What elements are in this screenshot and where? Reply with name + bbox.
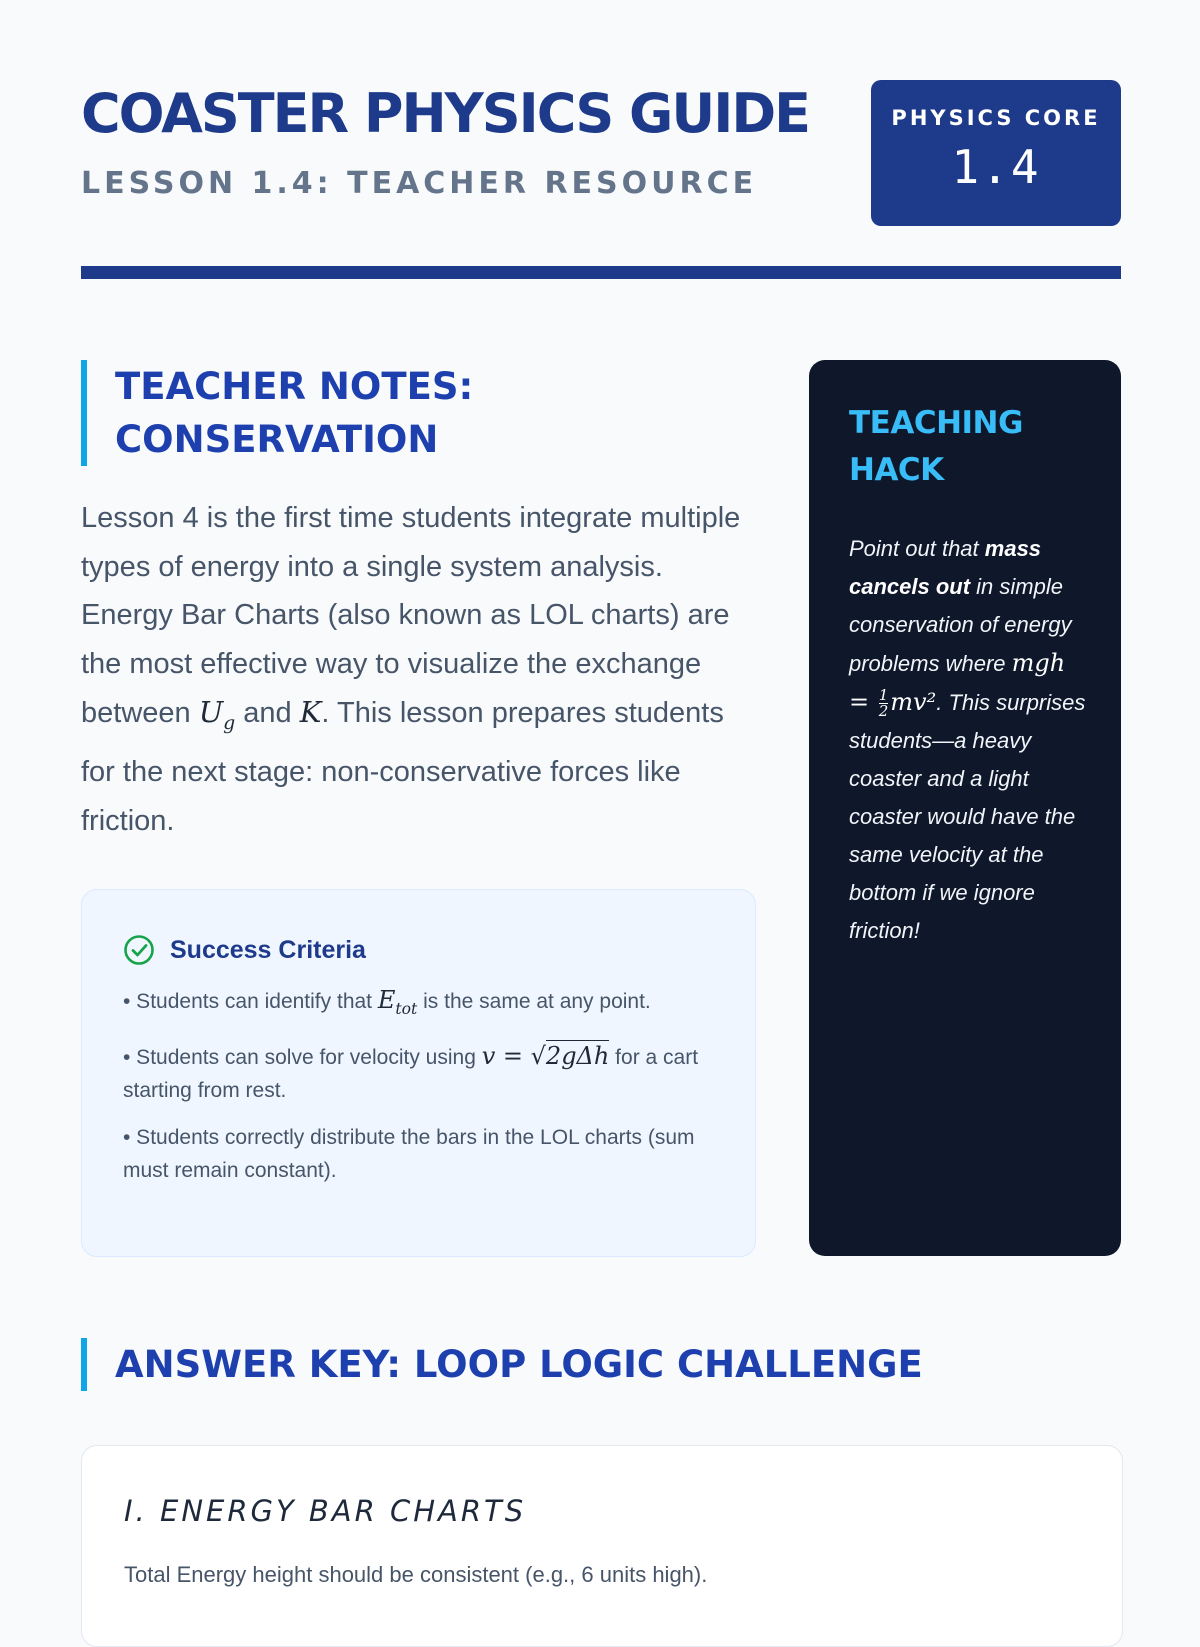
success-criteria-list <box>123 984 723 1201</box>
answer-key-text: Total Energy height should be consistent (e.g., 6 units high). <box>124 1562 708 1587</box>
lesson-badge <box>871 80 1121 226</box>
math-k: K <box>299 695 322 729</box>
answer-key-card <box>81 1445 1123 1647</box>
criteria-item-1 <box>123 984 723 1026</box>
math-ug <box>198 695 236 734</box>
success-criteria-title: Success Criteria <box>170 936 366 964</box>
header-divider <box>81 266 1121 279</box>
math-velocity <box>482 1040 610 1070</box>
math-etot-sub: tot <box>395 999 418 1018</box>
teaching-hack-card <box>809 360 1121 1256</box>
math-etot <box>377 986 418 1018</box>
math-ug-symbol: U <box>198 695 224 729</box>
header <box>81 80 1121 230</box>
notes-text-2: and <box>235 697 300 729</box>
criteria-item-3: • Students correctly distribute the bars in the LOL charts (sum must remain constant). <box>123 1125 695 1182</box>
teaching-hack-title-line2: HACK <box>849 452 944 488</box>
check-circle-icon <box>123 934 155 966</box>
teacher-notes-heading-line1: TEACHER NOTES: <box>115 365 474 408</box>
teacher-notes-heading <box>81 360 765 466</box>
notes-text-1: Lesson 4 is the first time students integrate multiple types of energy into a single system analysis. Energy Bar Charts (also known as LOL charts) are the most effective way to visualize the exchange between <box>81 502 741 729</box>
page-subtitle: LESSON 1.4: TEACHER RESOURCE <box>81 166 758 201</box>
hack-text-3: . This surprises students—a heavy coaster and a light coaster would have the same velocity at the bottom if we ignore friction! <box>849 690 1086 943</box>
math-velocity-root: 2gΔh <box>545 1041 610 1070</box>
frac-numerator: 1 <box>878 686 889 704</box>
answer-key-heading: ANSWER KEY: LOOP LOGIC CHALLENGE <box>81 1338 1075 1391</box>
math-ug-sub: g <box>223 712 236 734</box>
criteria-2-pre: • Students can solve for velocity using <box>123 1045 482 1069</box>
math-velocity-lhs: v = √ <box>481 1041 546 1070</box>
teaching-hack-text <box>849 530 1089 950</box>
badge-label: PHYSICS CORE <box>891 106 1101 130</box>
math-etot-symbol: E <box>377 986 396 1014</box>
math-eq-left: mgh = <box>849 649 1066 716</box>
page-title: COASTER PHYSICS GUIDE <box>81 82 810 145</box>
teaching-hack-title-line1: TEACHING <box>849 405 1023 441</box>
success-criteria-box <box>81 889 756 1257</box>
answer-key-subheading: I. ENERGY BAR CHARTS <box>124 1494 527 1528</box>
hack-text-1: Point out that <box>849 536 985 561</box>
notes-text-3: . This lesson prepares students for the next stage: non-conservative forces like friction. <box>81 697 724 837</box>
teacher-notes-body <box>81 494 751 845</box>
criteria-item-2 <box>123 1040 723 1107</box>
criteria-1-pre: • Students can identify that <box>123 990 378 1013</box>
math-fraction <box>879 688 889 719</box>
criteria-2-post: for a cart starting from rest. <box>123 1045 699 1102</box>
hack-bold: mass cancels out <box>849 536 1042 599</box>
badge-number: 1.4 <box>951 140 1041 194</box>
hack-text-2: in simple conservation of energy problems where <box>849 574 1072 676</box>
teaching-hack-title <box>849 400 1089 494</box>
math-eq-right: mv² <box>890 688 937 716</box>
frac-denominator: 2 <box>878 702 889 720</box>
criteria-1-post: is the same at any point. <box>417 990 651 1013</box>
teacher-notes-heading-line2: CONSERVATION <box>115 418 439 461</box>
